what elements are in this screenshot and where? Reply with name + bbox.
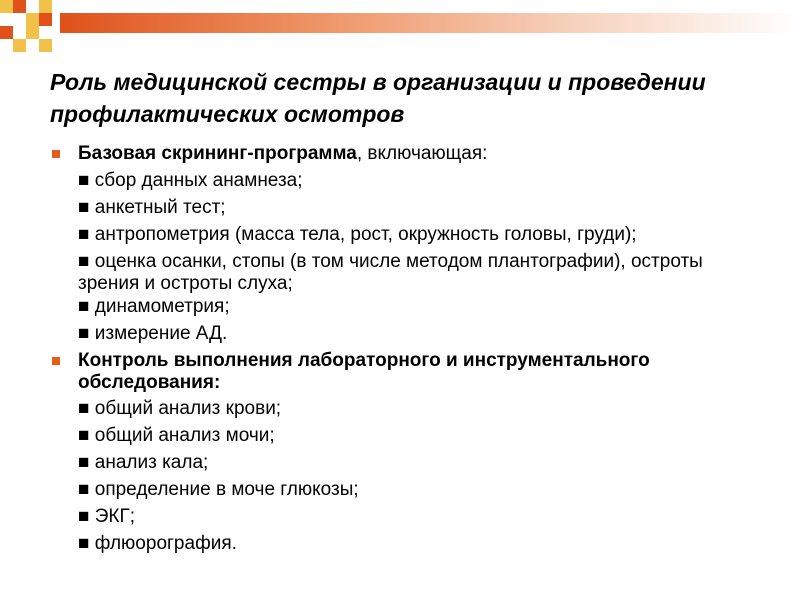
list-item: ■ сбор данных анамнеза;	[78, 170, 303, 191]
list-item: ■ флюорография.	[78, 533, 237, 554]
list-item: ■ анкетный тест;	[78, 197, 226, 218]
slide-title: Роль медицинской сестры в организации и проведении профилактических осмотров	[50, 69, 706, 127]
list-item: ■ ЭКГ;	[78, 506, 136, 527]
section-heading-bold: Контроль выполнения лабораторного и инструментального обследования:	[78, 350, 650, 393]
decor-square	[39, 39, 52, 52]
header-decoration	[0, 0, 800, 60]
section-heading-suffix: , включающая:	[356, 143, 488, 164]
list-item: ■ оценка осанки, стопы (в том числе методом плантографии), остроты зрения и остроты слуха;	[78, 251, 703, 294]
decor-square	[13, 0, 26, 13]
decor-square	[39, 0, 52, 13]
list-item: ■ динамометрия;	[78, 296, 230, 317]
decor-square	[13, 39, 26, 52]
section-heading	[78, 350, 768, 394]
section-heading	[78, 143, 768, 165]
bullet-marker	[52, 150, 60, 158]
decor-square	[26, 26, 39, 39]
decor-square	[26, 13, 39, 26]
bullet-marker	[52, 357, 60, 365]
list-item: ■ определение в моче глюкозы;	[78, 479, 359, 500]
list-item: ■ общий анализ крови;	[78, 398, 282, 419]
section-heading-bold: Базовая скрининг-программа	[78, 143, 357, 164]
decor-square	[39, 13, 52, 26]
decor-square	[0, 0, 13, 13]
list-item: ■ анализ кала;	[78, 452, 209, 473]
header-gradient-bar	[60, 13, 800, 33]
decor-square	[0, 26, 13, 39]
list-item: ■ измерение АД.	[78, 323, 228, 344]
list-item: ■ общий анализ мочи;	[78, 425, 275, 446]
list-item: ■ антропометрия (масса тела, рост, окружность головы, груди);	[78, 224, 637, 245]
